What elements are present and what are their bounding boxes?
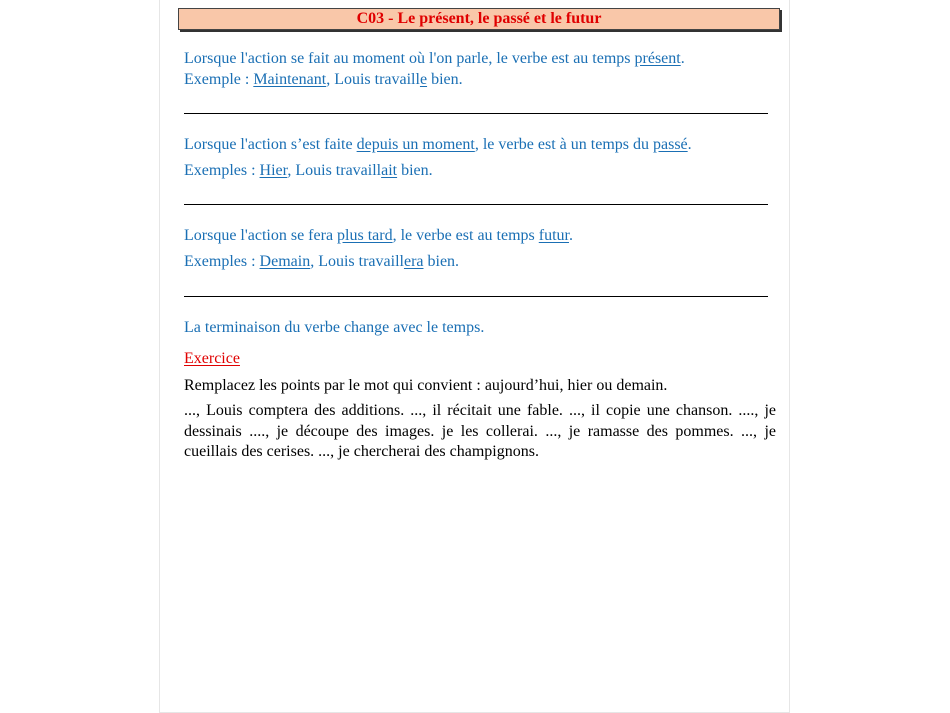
past-example-end: bien. <box>397 162 433 179</box>
separator-line <box>184 113 768 114</box>
exercise-instruction: Remplacez les points par le mot qui convient : aujourd’hui, hier ou demain. <box>184 377 668 394</box>
past-rule-end: . <box>687 136 692 153</box>
future-example-end: bien. <box>423 253 460 270</box>
present-time-word: Maintenant <box>253 71 327 88</box>
future-rule-mid: , le verbe est au temps <box>392 227 539 244</box>
present-rule-text: Lorsque l'action se fait au moment où l'on parle, le verbe est au temps <box>184 50 635 67</box>
past-tense-word: passé <box>653 136 688 153</box>
future-tense-word: futur <box>538 227 569 244</box>
future-rule-text: Lorsque l'action se fera <box>184 227 338 244</box>
past-verb-ending: ait <box>381 162 398 179</box>
present-tense-word: présent <box>634 50 681 67</box>
document-page <box>159 0 790 713</box>
past-time-word: Hier <box>259 162 288 179</box>
separator-line <box>184 296 768 297</box>
present-example <box>184 70 463 89</box>
separator-line <box>184 204 768 205</box>
past-example-label: Exemples : <box>184 162 260 179</box>
past-example-verb: , Louis travaill <box>287 162 382 179</box>
future-example-verb: , Louis travaill <box>310 253 404 270</box>
present-example-end: bien. <box>427 71 463 88</box>
present-rule <box>184 49 685 68</box>
future-example-label: Exemples : <box>184 253 260 270</box>
future-rule-end: . <box>568 227 573 244</box>
past-rule-mid: , le verbe est à un temps du <box>474 136 653 153</box>
past-example <box>184 161 433 180</box>
future-example <box>184 252 459 271</box>
future-when-phrase: plus tard <box>337 227 393 244</box>
past-rule-text: Lorsque l'action s’est faite <box>184 136 357 153</box>
exercise-text: ..., Louis comptera des additions. ..., il récitait une fable. ..., il copie une chanson. ...., je dessinais ...., je découpe des images. je les collerai. ..., je ramasse des pommes. ..., je cueillais des cerises. ..., je chercherai des champignons. <box>184 402 776 460</box>
present-rule-end: . <box>680 50 685 67</box>
future-time-word: Demain <box>259 253 311 270</box>
future-verb-ending: era <box>403 253 424 270</box>
past-when-phrase: depuis un moment <box>356 136 475 153</box>
past-rule <box>184 135 692 154</box>
summary-text: La terminaison du verbe change avec le temps. <box>184 319 485 336</box>
present-example-verb: , Louis travaill <box>326 71 420 88</box>
future-rule <box>184 226 573 245</box>
exercise-heading: Exercice <box>184 350 240 367</box>
present-verb-ending: e <box>419 71 428 88</box>
present-example-label: Exemple : <box>184 71 254 88</box>
lesson-title: C03 - Le présent, le passé et le futur <box>178 8 780 30</box>
